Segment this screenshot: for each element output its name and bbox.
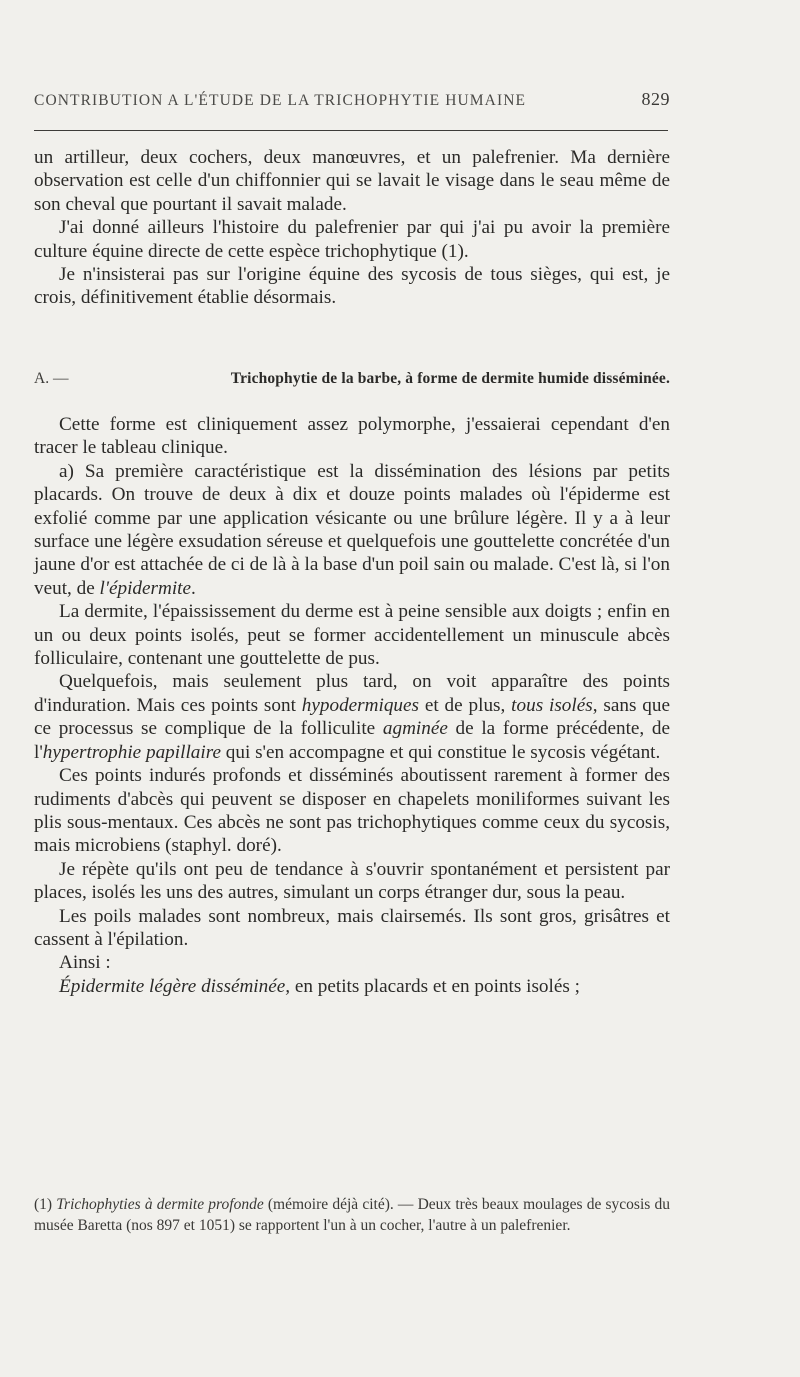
intro-text xyxy=(34,146,670,310)
paragraph: Ces points indurés profonds et disséminés aboutissent rarement à former des rudiments d'abcès qui peuvent se disposer en chapelets moniliformes suivant les plis sous-mentaux. Ces abcès ne sont pas trichophytiques comme ceux du sycosis, mais microbiens (staphyl. doré). xyxy=(34,765,670,857)
text-run: , sans que ce processus se complique de la folliculite xyxy=(34,694,670,740)
page-number: 829 xyxy=(641,89,670,109)
paragraph: Je répète qu'ils ont peu de tendance à s'ouvrir spontanément et persistent par places, isolés les uns des autres, simulant un corps étranger dur, sous la peau. xyxy=(34,858,670,904)
text-run: qui s'en accompagne et qui constitue le sycosis végétant. xyxy=(220,741,661,763)
paragraph: Ainsi : xyxy=(59,952,111,974)
paragraph xyxy=(34,670,670,764)
footnote-text xyxy=(34,1194,670,1236)
paragraph: Je n'insisterai pas sur l'origine équine des sycosis de tous sièges, qui est, je crois, définitivement établie désormais. xyxy=(34,264,670,309)
text-run: en petits placards et en points isolés ; xyxy=(290,975,580,997)
section-heading xyxy=(34,368,670,390)
running-title: CONTRIBUTION A L'ÉTUDE DE LA TRICHOPHYTIE HUMAINE xyxy=(34,92,527,109)
paragraph: J'ai donné ailleurs l'histoire du palefrenier par qui j'ai pu avoir la première culture équine directe de cette espèce trichophytique (1). xyxy=(34,217,670,262)
section-body xyxy=(34,413,670,998)
text-run: Quelquefois, mais seulement plus tard, on voit apparaître des points d'induration. Mais ces points sont xyxy=(34,671,670,716)
paragraph xyxy=(34,975,670,998)
section-title: Trichophytie de la barbe, à forme de dermite humide disséminée. xyxy=(230,370,670,387)
emphasis: l'épidermite xyxy=(99,577,192,599)
paragraph: La dermite, l'épaississement du derme est à peine sensible aux doigts ; enfin en un ou deux points isolés, peut se former accidentellement un minuscule abcès folliculaire, contenant une gouttelette de pus. xyxy=(34,601,670,670)
footnote-marker: (1) xyxy=(34,1196,53,1213)
text-run: et de plus, xyxy=(419,694,512,716)
emphasis: tous isolés xyxy=(511,694,593,716)
emphasis: hypodermiques xyxy=(301,694,419,716)
paragraph: un artilleur, deux cochers, deux manœuvres, et un palefrenier. Ma dernière observation est celle d'un chiffonnier qui se lavait le visage dans le seau même de son cheval que pourtant il savait malade. xyxy=(34,147,670,215)
emphasis: agminée xyxy=(382,718,448,740)
emphasis: hypertrophie papillaire xyxy=(42,741,221,763)
paragraph: Les poils malades sont nombreux, mais clairsemés. Ils sont gros, grisâtres et cassent à l'épilation. xyxy=(34,905,670,950)
header-rule xyxy=(34,130,668,131)
emphasis: Épidermite légère disséminée, xyxy=(59,975,291,997)
paragraph xyxy=(34,460,670,600)
text-run: . xyxy=(191,577,196,599)
emphasis: Trichophyties à dermite profonde xyxy=(56,1196,264,1213)
text-run: (mémoire déjà cité). — Deux très beaux moulages de sycosis du musée Baretta (nos 897 et 1051) se rapportent l'un à un cocher, l'autre à un palefrenier. xyxy=(34,1196,670,1234)
running-header xyxy=(34,89,670,110)
paragraph: Cette forme est cliniquement assez polymorphe, j'essaierai cependant d'en tracer le tableau clinique. xyxy=(34,414,670,459)
section-letter: A. — xyxy=(34,370,69,387)
footnote xyxy=(34,1194,670,1236)
text-run: de la forme précédente, de l' xyxy=(34,718,671,763)
text-run: a) Sa première caractéristique est la dissémination des lésions par petits placards. On trouve de deux à dix et douze points malades où l'épiderme est exfolié comme par une application vésicante ou une brûlure légère. Il y a à leur surface une légère exsudation séreuse et quelquefois une gouttelette concrétée d'un jaune d'or est attachée de ci de là à la base d'un poil sain ou malade. C'est là, si l'on veut, de xyxy=(34,460,670,599)
